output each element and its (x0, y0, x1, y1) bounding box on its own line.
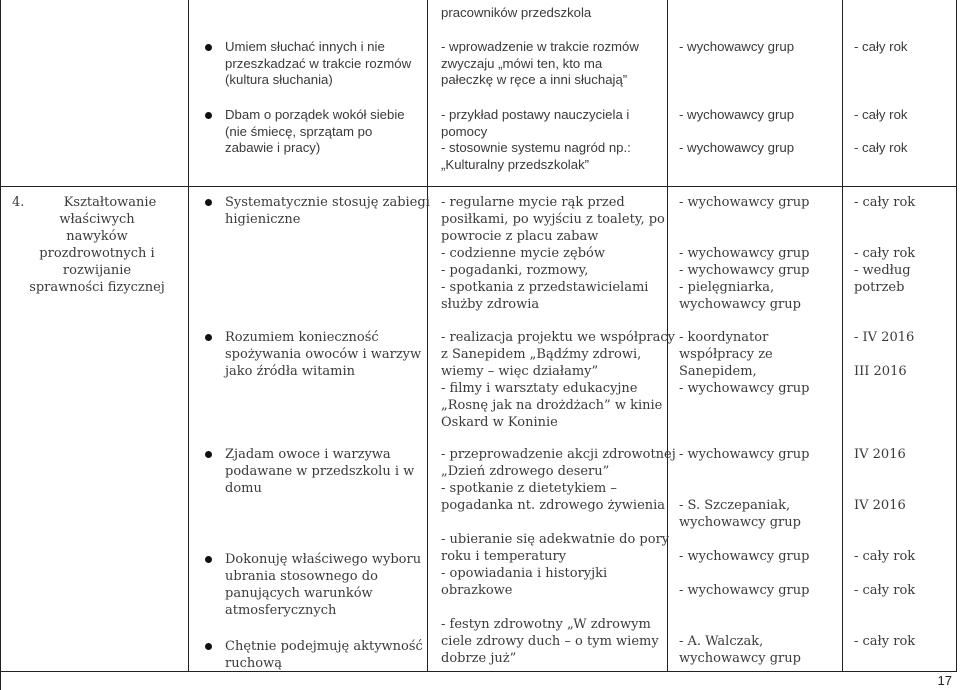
section-divider (0, 186, 957, 187)
goal-cell: Umiem słuchać innych i nie przeszkadzać w trakcie rozmów (kultura słuchania) (225, 39, 412, 88)
responsible-cell: - koordynator współpracy ze Sanepidem, - wychowawcy grup (679, 330, 810, 396)
method-cell: - regularne mycie rąk przed posiłkami, po wyjściu z toalety, po powrocie z placu zabaw - codzienne mycie zębów - pogadanki, rozmowy, - spotkania z przedstawicielami służby zdrowia (441, 195, 665, 312)
bullet-icon (205, 199, 212, 206)
table-border-right (956, 0, 957, 672)
goal-cell: Systematycznie stosuję zabiegi higieniczne (225, 195, 430, 227)
method-cell: - realizacja projektu we współpracy z Sanepidem „Bądźmy zdrowi, wiemy – więc działamy” - filmy i warsztaty edukacyjne „Rosnę jak na drożdżach” w kinie Oskard w Koninie (441, 330, 676, 430)
section-number: 4. (12, 195, 25, 210)
responsible-cell: - wychowawcy grup - wychowawcy grup - wychowawcy grup - pielęgniarka, wychowawcy grup (679, 195, 810, 312)
carried-over-text: pracowników przedszkola (441, 5, 592, 20)
responsible-cell: - wychowawcy grup (679, 39, 795, 54)
deadline-cell: IV 2016 IV 2016 - cały rok - cały rok - cały rok (854, 447, 916, 649)
bullet-icon (205, 556, 212, 563)
method-cell: - wprowadzenie w trakcie rozmów zwyczaju „mówi ten, kto ma pałeczkę w ręce a inni słuchają” (441, 39, 639, 88)
goal-cell: Dokonuję właściwego wyboru ubrania stosownego do panujących warunków atmosferycznych (225, 552, 422, 618)
method-cell: - przykład postawy nauczyciela i pomocy - stosownie systemu nagród np.: „Kulturalny przedszkolak” (441, 107, 631, 172)
deadline-cell: - cały rok (854, 39, 908, 54)
bullet-icon (205, 334, 212, 341)
deadline-cell: - IV 2016 III 2016 (854, 330, 915, 379)
goal-cell: Rozumiem konieczność spożywania owoców i warzyw jako źródła witamin (225, 330, 422, 379)
column-divider-1 (188, 0, 189, 672)
table-border-left (0, 0, 1, 690)
column-divider-2 (427, 0, 428, 672)
table-bottom-border (0, 671, 957, 672)
section-title: Kształtowanie właściwych nawyków prozdrowotnych i rozwijanie sprawności fizycznej (29, 195, 165, 295)
bullet-icon (205, 451, 212, 458)
goal-cell: Zjadam owoce i warzywa podawane w przedszkolu i w domu (225, 447, 415, 496)
bullet-icon (205, 44, 212, 51)
responsible-cell: - wychowawcy grup - wychowawcy grup (679, 107, 795, 156)
responsible-cell: - wychowawcy grup - S. Szczepaniak, wychowawcy grup - wychowawcy grup - wychowawcy grup - A. Walczak, wychowawcy grup (679, 447, 810, 666)
bullet-icon (205, 112, 212, 119)
deadline-cell: - cały rok - cały rok (854, 107, 908, 156)
goal-cell: Chętnie podejmuję aktywność ruchową (225, 639, 423, 671)
page-number: 17 (937, 673, 952, 688)
method-cell: - przeprowadzenie akcji zdrowotnej „Dzień zdrowego deseru” - spotkanie z dietetykiem – pogadanka nt. zdrowego żywienia - ubieranie się adekwatnie do pory roku i temperatury - opowiadania i historyjki obrazkowe - festyn zdrowotny „W zdrowym ciele zdrowy duch – o tym wiemy dobrze już” (441, 447, 676, 666)
goal-cell: Dbam o porządek wokół siebie (nie śmiecę, sprzątam po zabawie i pracy) (225, 107, 405, 156)
column-divider-4 (842, 0, 843, 672)
deadline-cell: - cały rok - cały rok - według potrzeb (854, 195, 916, 295)
bullet-icon (205, 643, 212, 650)
